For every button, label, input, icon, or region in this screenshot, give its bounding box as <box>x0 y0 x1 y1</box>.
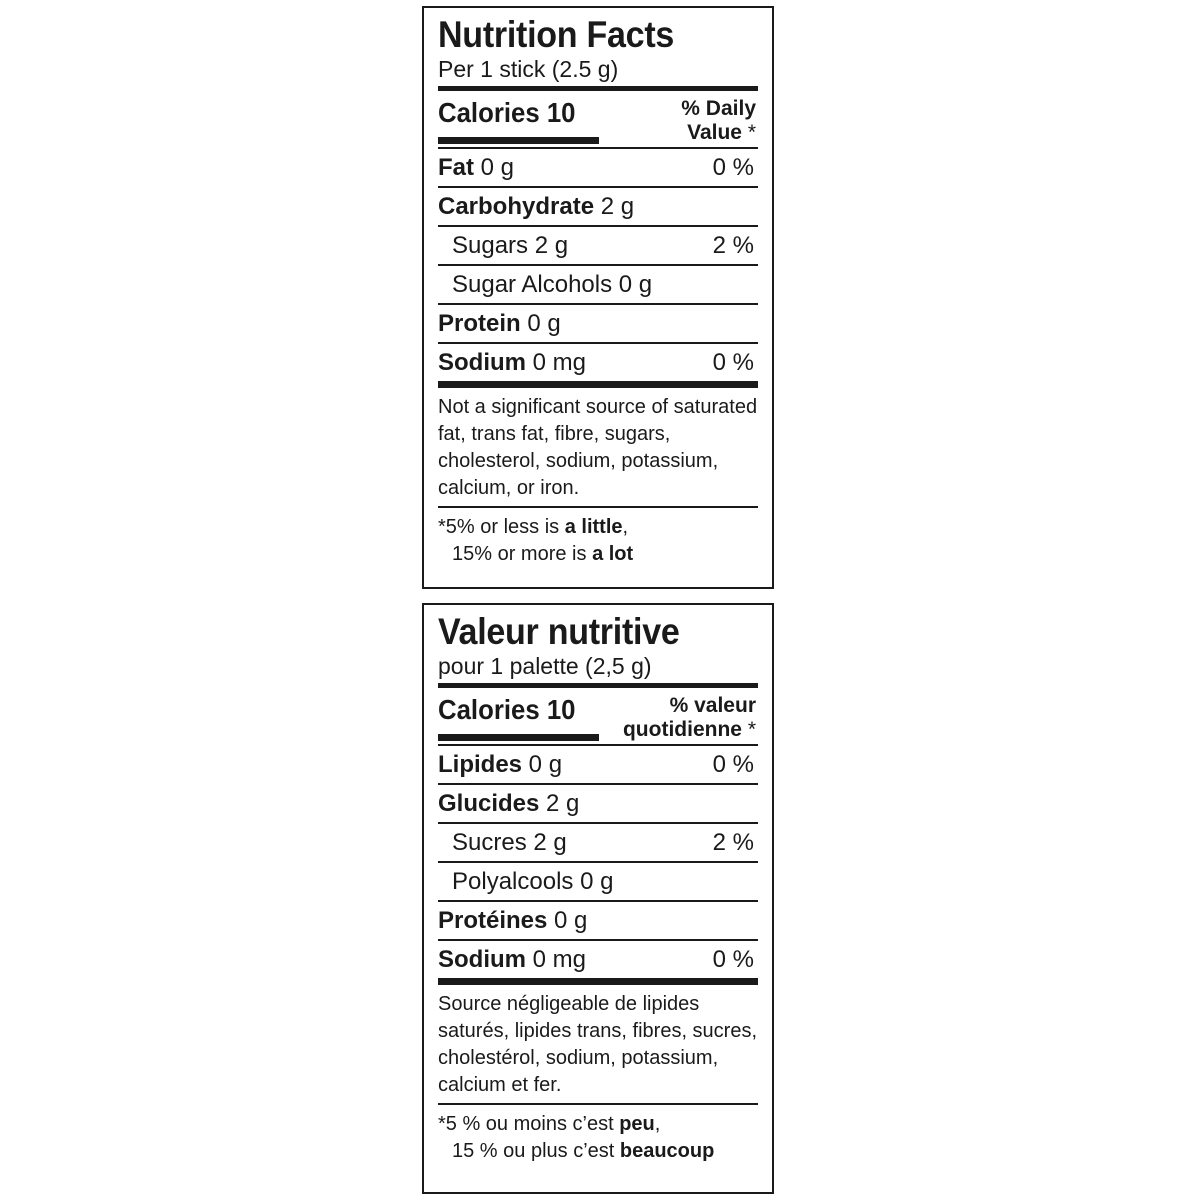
nutrient-name: Protéines <box>438 907 548 934</box>
daily-value-header <box>623 694 756 742</box>
asterisk: * <box>747 121 756 144</box>
daily-value-line1: % Daily <box>681 97 756 120</box>
nutrient-row <box>438 863 758 900</box>
footnote-emphasis: a little <box>564 516 623 538</box>
footnote-emphasis: peu <box>619 1113 655 1135</box>
nutrient-amount: 0 g <box>522 751 563 778</box>
footnote-emphasis: a lot <box>592 543 634 565</box>
footnote-text: , <box>622 516 629 538</box>
nutrient-percent: 2 % <box>712 232 754 259</box>
nutrient-row <box>438 227 758 264</box>
nutrient-amount: Polyalcools 0 g <box>452 868 614 895</box>
nutrient-row <box>438 305 758 342</box>
nutrient-name: Glucides <box>438 790 540 817</box>
nutrient-amount: 0 g <box>520 310 561 337</box>
nutrient-row <box>438 824 758 861</box>
nutrient-amount: 0 mg <box>526 946 587 973</box>
nutrient-row <box>438 149 758 186</box>
nutrient-amount: Sucres 2 g <box>452 829 567 856</box>
nutrient-name: Lipides <box>438 751 523 778</box>
daily-value-header <box>681 97 756 145</box>
calories-underline <box>438 137 599 144</box>
footnote-text: , <box>654 1113 661 1135</box>
nutrient-amount: 0 g <box>474 154 515 181</box>
nutrient-row <box>438 941 758 978</box>
nutrient-amount: Sugars 2 g <box>452 232 569 259</box>
nutrient-amount: 2 g <box>594 193 635 220</box>
nutrient-amount: 0 g <box>547 907 588 934</box>
footnote-emphasis: beaucoup <box>619 1140 715 1162</box>
not-significant-note: Not a significant source of saturated fat, trans fat, fibre, sugars, cholesterol, sodium, potassium, calcium, or iron. <box>438 396 758 499</box>
nutrient-percent: 0 % <box>712 349 754 376</box>
daily-value-footnote <box>438 1105 758 1165</box>
serving-size: pour 1 palette (2,5 g) <box>438 653 652 679</box>
calories-label: Calories 10 <box>438 97 576 128</box>
daily-value-footnote <box>438 508 758 568</box>
nutrient-row <box>438 344 758 381</box>
nutrient-name: Fat <box>438 154 474 181</box>
nutrient-amount: 0 mg <box>526 349 587 376</box>
footnote-text: *5 % ou moins c’est <box>438 1113 620 1135</box>
daily-value-line2: Value <box>687 121 742 144</box>
panel-title: Valeur nutritive <box>438 611 680 652</box>
daily-value-line1: % valeur <box>669 694 756 717</box>
nutrient-name: Protein <box>438 310 521 337</box>
nutrition-facts-panel-en <box>422 6 774 589</box>
nutrient-percent: 0 % <box>712 946 754 973</box>
nutrient-amount: Sugar Alcohols 0 g <box>452 271 653 298</box>
calories-label: Calories 10 <box>438 694 576 725</box>
calories-underline <box>438 734 599 741</box>
nutrient-row <box>438 266 758 303</box>
footnote-text: 15 % ou plus c’est <box>452 1140 620 1162</box>
nutrient-percent: 2 % <box>712 829 754 856</box>
not-significant-note: Source négligeable de lipides saturés, lipides trans, fibres, sucres, cholestérol, sodium, potassium, calcium et fer. <box>438 993 758 1096</box>
calories-row <box>438 688 758 744</box>
nutrient-name: Sodium <box>438 946 526 973</box>
nutrient-name: Sodium <box>438 349 526 376</box>
nutrient-row <box>438 902 758 939</box>
divider-thick <box>438 381 758 388</box>
nutrient-percent: 0 % <box>712 154 754 181</box>
nutrient-row <box>438 746 758 783</box>
divider-thick <box>438 978 758 985</box>
footnote-text: *5% or less is <box>438 516 565 538</box>
nutrient-row <box>438 188 758 225</box>
asterisk: * <box>747 718 756 741</box>
panel-title: Nutrition Facts <box>438 14 675 55</box>
serving-size: Per 1 stick (2.5 g) <box>438 56 619 82</box>
nutrition-facts-panel-fr <box>422 603 774 1194</box>
nutrient-percent: 0 % <box>712 751 754 778</box>
footnote-text: 15% or more is <box>452 543 593 565</box>
nutrient-row <box>438 785 758 822</box>
nutrient-name: Carbohydrate <box>438 193 595 220</box>
nutrient-amount: 2 g <box>539 790 580 817</box>
calories-row <box>438 91 758 147</box>
daily-value-line2: quotidienne <box>622 718 742 741</box>
